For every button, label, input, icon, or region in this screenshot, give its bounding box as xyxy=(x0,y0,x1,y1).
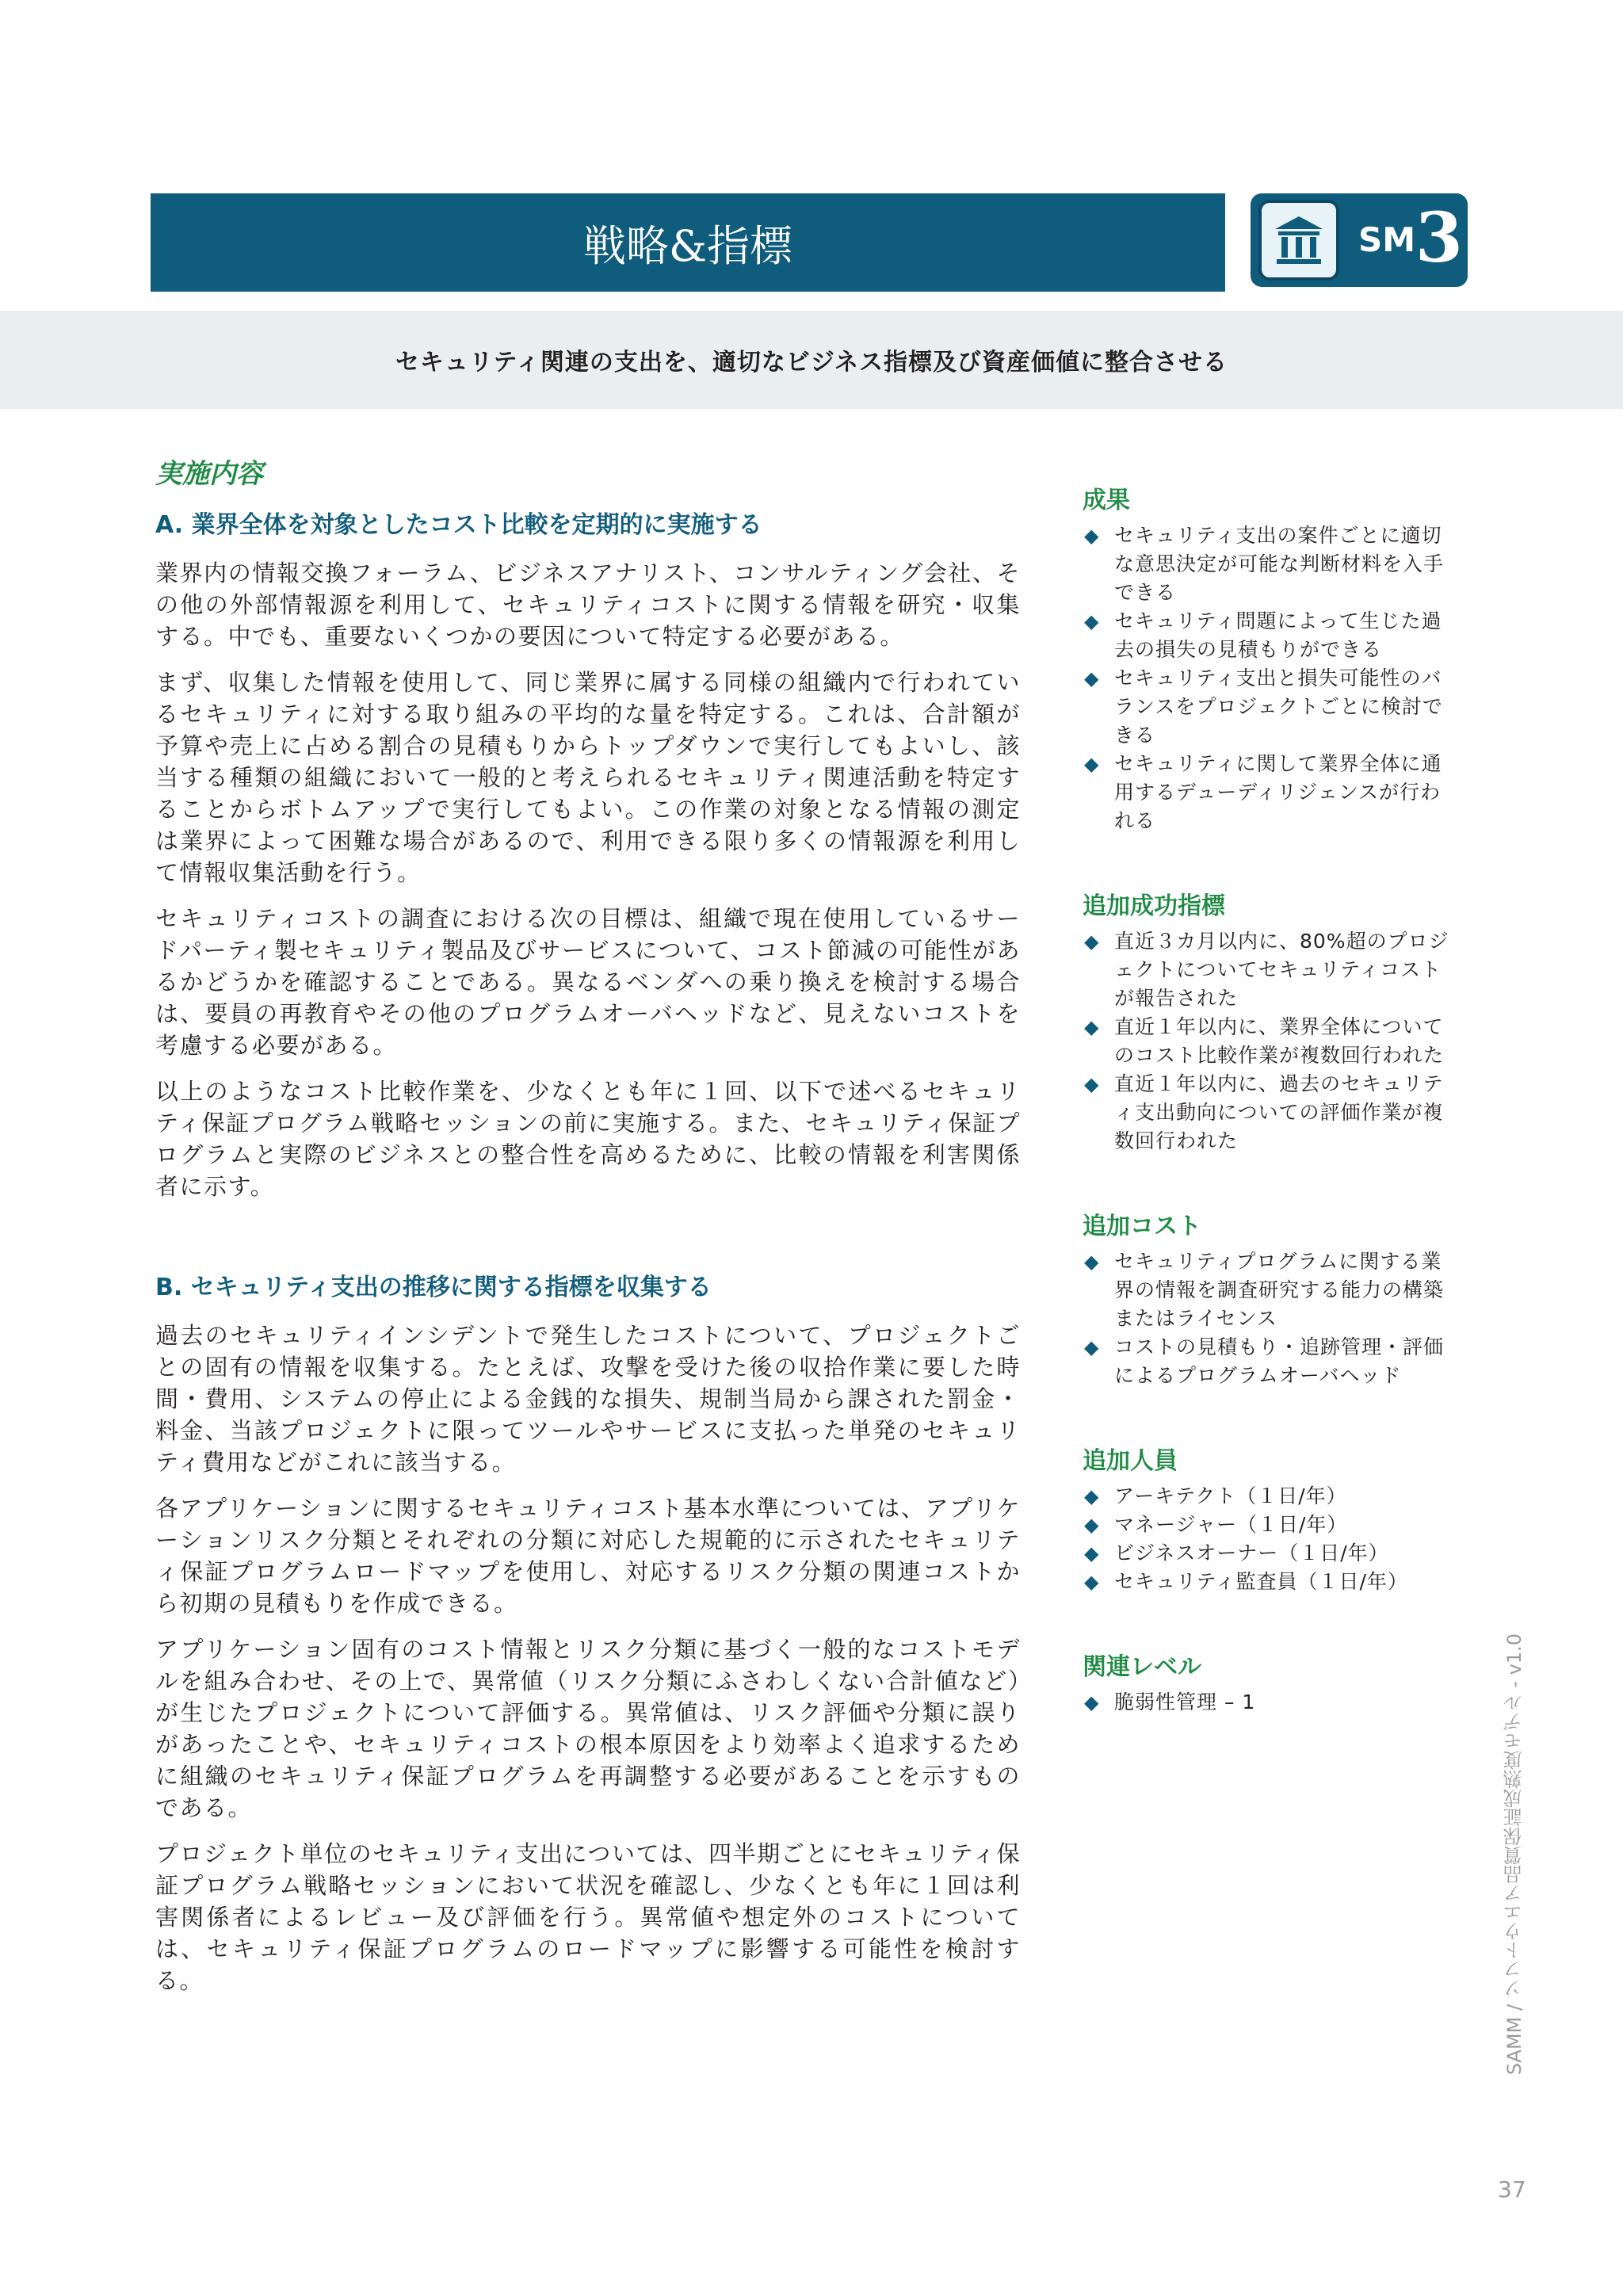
activity-b-heading: B. セキュリティ支出の推移に関する指標を収集する xyxy=(155,1274,712,1301)
personnel-heading: 追加人員 xyxy=(1083,1447,1178,1475)
diamond-bullet-icon: ◆ xyxy=(1084,1073,1100,1095)
diamond-bullet-icon: ◆ xyxy=(1084,1336,1100,1358)
diamond-bullet-icon: ◆ xyxy=(1084,525,1100,547)
activity-a-heading: A. 業界全体を対象としたコスト比較を定期的に実施する xyxy=(155,511,762,539)
success-metrics-heading: 追加成功指標 xyxy=(1083,892,1225,920)
costs-list xyxy=(1083,1247,1455,1390)
success-metrics-list xyxy=(1083,927,1455,1156)
activity-a-paragraph: 業界内の情報交換フォーラム、ビジネスアナリスト、コンサルティング会社、その他の外部情報源を利用して、セキュリティコストに関する情報を研究・収集する。中でも、重要ないくつかの要因について特定する必要がある。 xyxy=(155,560,1021,650)
list-item: ◆ 直近１年以内に、過去のセキュリティ支出動向についての評価作業が複数回行われた xyxy=(1083,1070,1455,1156)
objective-band xyxy=(0,311,1623,409)
diamond-bullet-icon: ◆ xyxy=(1084,1485,1100,1507)
title-bar xyxy=(151,193,1225,292)
diamond-bullet-icon: ◆ xyxy=(1084,930,1100,953)
related-levels-list xyxy=(1083,1688,1455,1717)
badge-level: 3 xyxy=(1415,198,1463,278)
document-footer-title xyxy=(1498,1601,1529,2108)
list-item: ◆ 直近１年以内に、業界全体についてのコスト比較作業が複数回行われた xyxy=(1083,1013,1455,1070)
maturity-badge xyxy=(1251,193,1468,287)
list-item: ◆ マネージャー（１日/年） xyxy=(1083,1511,1455,1539)
activities-column xyxy=(155,452,1021,2011)
activity-a-paragraph: 以上のようなコスト比較作業を、少なくとも年に１回、以下で述べるセキュリティ保証プログラム戦略セッションの前に実施する。また、セキュリティ保証プログラムと実際のビジネスとの整合性を高めるために、比較の情報を利害関係者に示す。 xyxy=(155,1078,1021,1200)
personnel-list xyxy=(1083,1482,1455,1596)
results-heading: 成果 xyxy=(1083,487,1130,514)
activity-b-paragraph: 過去のセキュリティインシデントで発生したコストについて、プロジェクトごとの固有の情報を収集する。たとえば、攻撃を受けた後の収拾作業に要した時間・費用、システムの停止による金銭的な損失、規制当局から課された罰金・料金、当該プロジェクトに限ってツールやサービスに支払った単発のセキュリティ費用などがこれに該当する。 xyxy=(155,1322,1021,1476)
building-columns-icon xyxy=(1258,200,1339,281)
diamond-bullet-icon: ◆ xyxy=(1084,610,1100,632)
diamond-bullet-icon: ◆ xyxy=(1084,667,1100,690)
sidebar xyxy=(1083,480,1455,1767)
page-number: 37 xyxy=(1498,2176,1526,2202)
costs-heading: 追加コスト xyxy=(1083,1213,1201,1240)
vertical-footer-text: SAMM / ソフトウエア品質保証成熟度モデル - v1.0 xyxy=(1503,1633,1526,2076)
diamond-bullet-icon: ◆ xyxy=(1084,1016,1100,1038)
diamond-bullet-icon: ◆ xyxy=(1084,1542,1100,1564)
list-item: ◆ ビジネスオーナー（１日/年） xyxy=(1083,1539,1455,1568)
related-levels-heading: 関連レベル xyxy=(1083,1653,1201,1681)
section-gap xyxy=(155,1217,1021,1267)
list-item: ◆ コストの見積もり・追跡管理・評価によるプログラムオーバヘッド xyxy=(1083,1333,1455,1390)
activity-a-paragraph: セキュリティコストの調査における次の目標は、組織で現在使用しているサードパーティ製セキュリティ製品及びサービスについて、コスト節減の可能性があるかどうかを確認することである。異なるベンダへの乗り換えを検討する場合は、要員の再教育やその他のプログラムオーバヘッドなど、見えないコストを考慮する必要がある。 xyxy=(155,905,1021,1059)
activity-b-paragraph: プロジェクト単位のセキュリティ支出については、四半期ごとにセキュリティ保証プログラム戦略セッションにおいて状況を確認し、少なくとも年に１回は利害関係者によるレビュー及び評価を行う。異常値や想定外のコストについては、セキュリティ保証プログラムのロードマップに影響する可能性を検討する。 xyxy=(155,1840,1021,1994)
diamond-bullet-icon: ◆ xyxy=(1084,1251,1100,1273)
list-item: ◆ 脆弱性管理 – 1 xyxy=(1083,1688,1455,1717)
activity-a-paragraph: まず、収集した情報を使用して、同じ業界に属する同様の組織内で行われているセキュリティに対する取り組みの平均的な量を特定する。これは、合計額が予算や売上に占める割合の見積もりからトップダウンで実行してもよいし、該当する種類の組織において一般的と考えられるセキュリティ関連活動を特定することからボトムアップで実行してもよい。この作業の対象となる情報の測定は業界によって困難な場合があるので、利用できる限り多くの情報源を利用して情報収集活動を行う。 xyxy=(155,669,1021,886)
list-item: ◆ アーキテクト（１日/年） xyxy=(1083,1482,1455,1511)
activities-title: 実施内容 xyxy=(155,458,263,490)
list-item: ◆ セキュリティ監査員（１日/年） xyxy=(1083,1568,1455,1596)
list-item: ◆ セキュリティ支出の案件ごとに適切な意思決定が可能な判断材料を入手できる xyxy=(1083,521,1455,607)
activity-b-paragraph: 各アプリケーションに関するセキュリティコスト基本水準については、アプリケーションリスク分類とそれぞれの分類に対応した規範的に示されたセキュリティ保証プログラムロードマップを使用し、対応するリスク分類の関連コストから初期の見積もりを作成できる。 xyxy=(155,1495,1021,1617)
results-list xyxy=(1083,521,1455,835)
list-item: ◆ セキュリティ支出と損失可能性のバランスをプロジェクトごとに検討できる xyxy=(1083,664,1455,750)
list-item: ◆ セキュリティプログラムに関する業界の情報を調査研究する能力の構築またはライセンス xyxy=(1083,1247,1455,1333)
badge-code: SM xyxy=(1358,220,1416,259)
list-item: ◆ セキュリティ問題によって生じた過去の損失の見積もりができる xyxy=(1083,607,1455,664)
diamond-bullet-icon: ◆ xyxy=(1084,1691,1100,1713)
diamond-bullet-icon: ◆ xyxy=(1084,753,1100,775)
list-item: ◆ 直近３カ月以内に、80%超のプロジェクトについてセキュリティコストが報告された xyxy=(1083,927,1455,1013)
diamond-bullet-icon: ◆ xyxy=(1084,1514,1100,1536)
page-title: 戦略&指標 xyxy=(582,220,793,271)
objective-text: セキュリティ関連の支出を、適切なビジネス指標及び資産価値に整合させる xyxy=(395,349,1228,376)
list-item: ◆ セキュリティに関して業界全体に通用するデューディリジェンスが行われる xyxy=(1083,750,1455,835)
activity-b-paragraph: アプリケーション固有のコスト情報とリスク分類に基づく一般的なコストモデルを組み合わせ、その上で、異常値（リスク分類にふさわしくない合計値など）が生じたプロジェクトについて評価する。異常値は、リスク評価や分類に誤りがあったことや、セキュリティコストの根本原因をより効率よく追求するために組織のセキュリティ保証プログラムを再調整する必要があることを示すものである。 xyxy=(155,1636,1021,1821)
diamond-bullet-icon: ◆ xyxy=(1084,1571,1100,1593)
